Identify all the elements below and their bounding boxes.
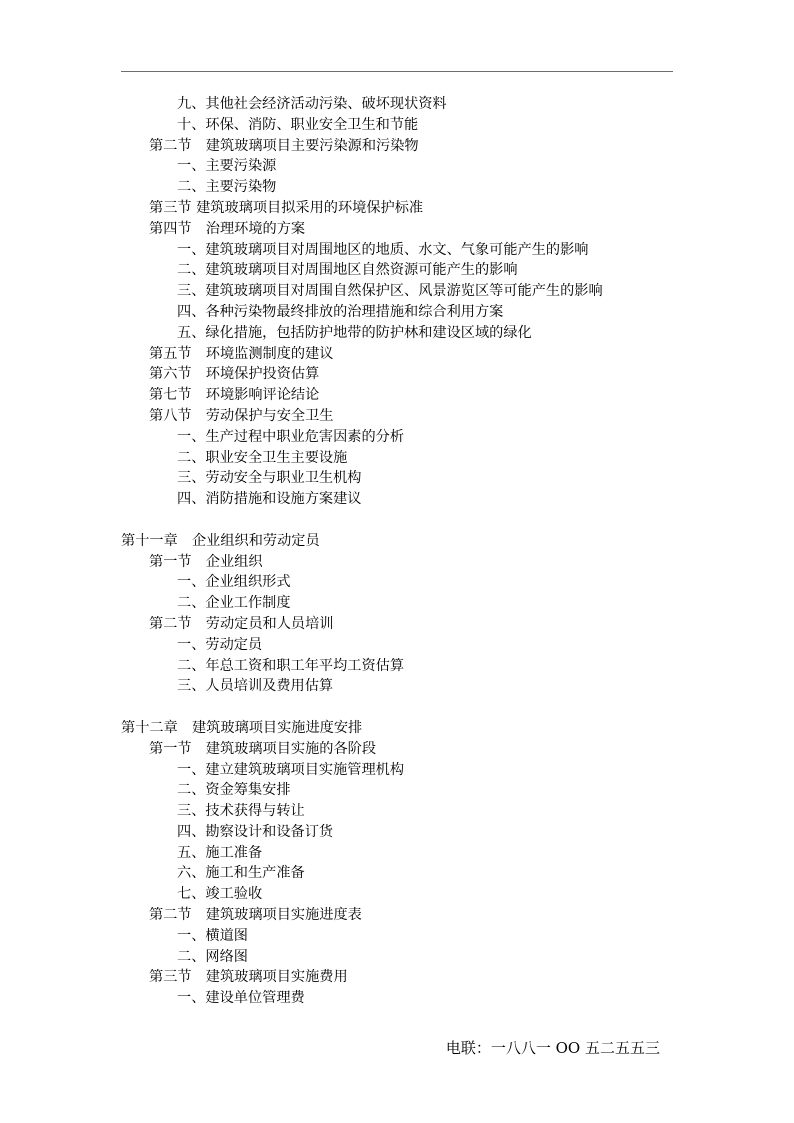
toc-item-line: 三、劳动安全与职业卫生机构 xyxy=(177,470,362,487)
toc-item-line: 六、施工和生产准备 xyxy=(177,865,305,882)
chapter-spacer xyxy=(0,510,794,531)
toc-item-line: 一、建立建筑玻璃项目实施管理机构 xyxy=(177,761,405,778)
toc-chapter-line: 第十一章 企业组织和劳动定员 xyxy=(121,532,320,549)
toc-item-line: 一、劳动定员 xyxy=(177,636,263,653)
toc-item-line: 二、主要污染物 xyxy=(177,179,277,196)
toc-section-line: 第一节 企业组织 xyxy=(149,553,263,570)
toc-item-line: 一、建筑玻璃项目对周围地区的地质、水文、气象可能产生的影响 xyxy=(177,241,589,258)
toc-chapter-line: 第十二章 建筑玻璃项目实施进度安排 xyxy=(121,719,363,736)
toc-item-line: 二、网络图 xyxy=(177,948,248,965)
toc-item-line: 三、技术获得与转让 xyxy=(177,803,305,820)
toc-section-line: 第二节 建筑玻璃项目实施进度表 xyxy=(149,907,362,924)
toc-item-line: 二、建筑玻璃项目对周围地区自然资源可能产生的影响 xyxy=(177,262,518,279)
toc-item-line: 九、其他社会经济活动污染、破坏现状资料 xyxy=(177,96,447,112)
toc-section-line: 第二节 劳动定员和人员培训 xyxy=(149,615,334,632)
table-of-contents xyxy=(0,94,794,1009)
toc-item-line: 一、横道图 xyxy=(177,927,248,944)
toc-item-line: 五、绿化措施，包括防护地带的防护林和建设区域的绿化 xyxy=(177,324,532,341)
toc-item-line: 三、人员培训及费用估算 xyxy=(177,678,334,695)
chapter-spacer xyxy=(0,697,794,718)
toc-section-line: 第三节 建筑玻璃项目实施费用 xyxy=(149,969,348,986)
header-rule xyxy=(121,71,673,72)
toc-item-line: 七、竣工验收 xyxy=(177,886,263,903)
toc-item-line: 十、环保、消防、职业安全卫生和节能 xyxy=(177,116,419,133)
toc-item-line: 一、生产过程中职业危害因素的分析 xyxy=(177,428,405,445)
toc-item-line: 四、各种污染物最终排放的治理措施和综合利用方案 xyxy=(177,303,504,320)
toc-item-line: 二、职业安全卫生主要设施 xyxy=(177,449,348,466)
toc-section-line: 第五节 环境监测制度的建议 xyxy=(149,345,334,362)
footer-contact: 电联：一八八一 OO 五二五五三 xyxy=(445,1039,660,1057)
toc-item-line: 四、消防措施和设施方案建议 xyxy=(177,491,362,508)
toc-section-line: 第三节 建筑玻璃项目拟采用的环境保护标准 xyxy=(149,199,424,216)
toc-item-line: 二、资金筹集安排 xyxy=(177,782,291,799)
toc-item-line: 一、建设单位管理费 xyxy=(177,990,305,1007)
toc-item-line: 二、企业工作制度 xyxy=(177,595,291,612)
toc-item-line: 二、年总工资和职工年平均工资估算 xyxy=(177,657,405,674)
toc-item-line: 一、企业组织形式 xyxy=(177,574,291,591)
toc-section-line: 第四节 治理环境的方案 xyxy=(149,220,306,237)
toc-item-line: 三、建筑玻璃项目对周围自然保护区、风景游览区等可能产生的影响 xyxy=(177,283,603,300)
toc-section-line: 第七节 环境影响评论结论 xyxy=(149,387,320,404)
toc-item-line: 一、主要污染源 xyxy=(177,158,277,175)
toc-item-line: 五、施工准备 xyxy=(177,844,263,861)
toc-section-line: 第一节 建筑玻璃项目实施的各阶段 xyxy=(149,740,377,757)
toc-section-line: 第八节 劳动保护与安全卫生 xyxy=(149,407,334,424)
toc-section-line: 第二节 建筑玻璃项目主要污染源和污染物 xyxy=(149,137,419,154)
toc-item-line: 四、勘察设计和设备订货 xyxy=(177,823,334,840)
toc-section-line: 第六节 环境保护投资估算 xyxy=(149,366,320,383)
